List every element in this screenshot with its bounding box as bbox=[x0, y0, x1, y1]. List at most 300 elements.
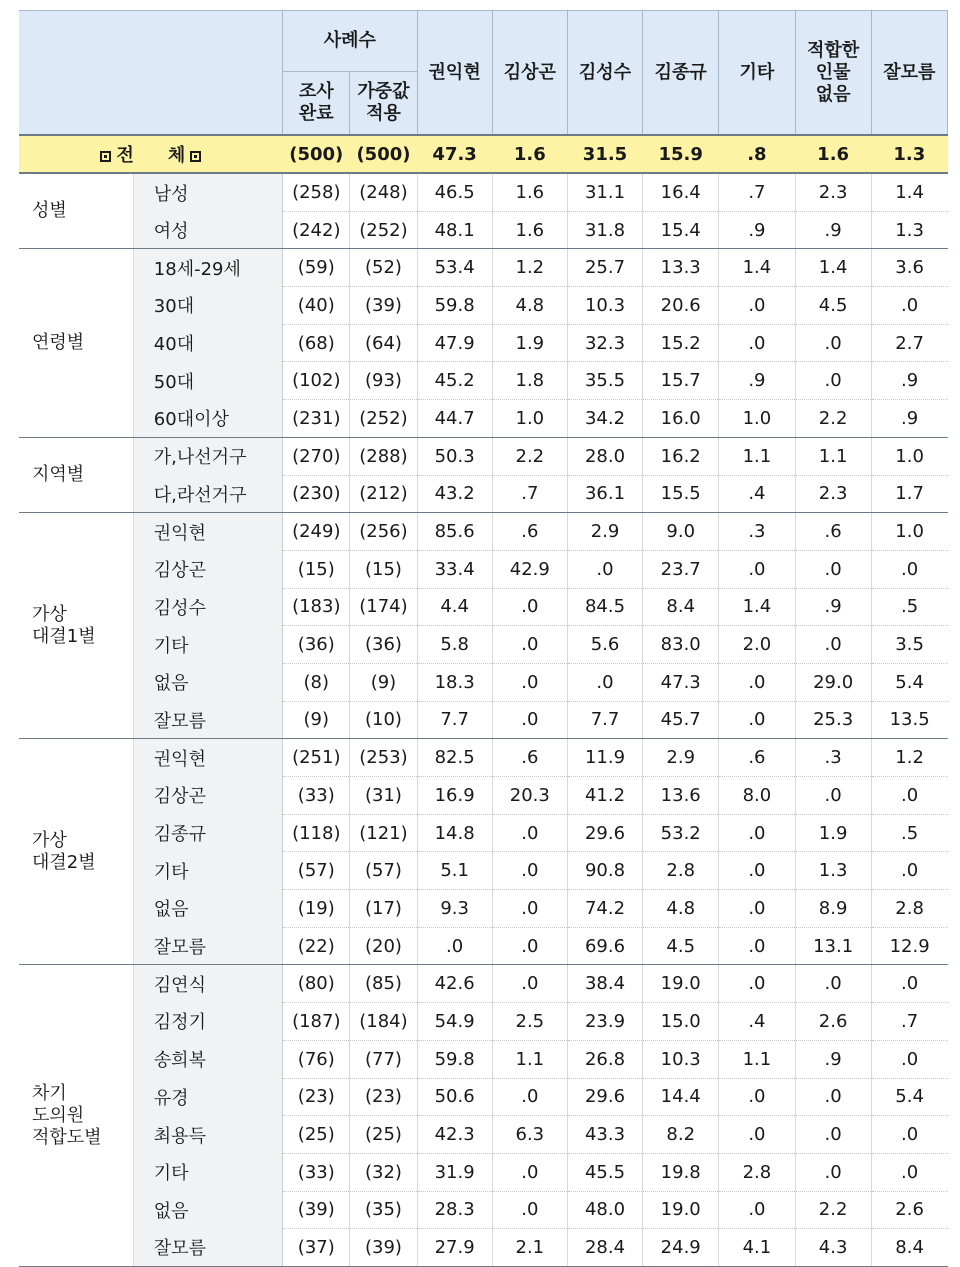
row-value: 1.1 bbox=[719, 437, 795, 475]
row-value: 13.3 bbox=[643, 249, 719, 287]
row-value: .0 bbox=[719, 701, 795, 739]
row-value: 23.7 bbox=[643, 550, 719, 588]
row-value: .0 bbox=[492, 1153, 567, 1191]
row-value: 3.5 bbox=[871, 626, 947, 664]
row-value: 19.0 bbox=[643, 1191, 719, 1229]
row-w: (35) bbox=[350, 1191, 417, 1229]
row-value: 1.4 bbox=[795, 249, 871, 287]
row-value: 15.4 bbox=[643, 211, 719, 249]
header-col-1: 권익현 bbox=[417, 11, 492, 136]
row-w: (256) bbox=[350, 513, 417, 551]
row-w: (253) bbox=[350, 739, 417, 777]
row-n: (33) bbox=[283, 777, 350, 815]
row-value: 16.4 bbox=[643, 173, 719, 211]
row-value: .5 bbox=[871, 588, 947, 626]
row-w: (25) bbox=[350, 1116, 417, 1154]
row-value: 25.7 bbox=[567, 249, 642, 287]
row-value: 4.5 bbox=[643, 927, 719, 965]
row-value: 2.8 bbox=[871, 890, 947, 928]
row-value: .6 bbox=[719, 739, 795, 777]
crosstab-table-container bbox=[19, 10, 948, 1267]
row-value: 13.1 bbox=[795, 927, 871, 965]
square-bullet-icon bbox=[190, 151, 201, 162]
row-value: 69.6 bbox=[567, 927, 642, 965]
row-label: 없음 bbox=[133, 663, 282, 701]
row-value: 48.0 bbox=[567, 1191, 642, 1229]
row-n: (270) bbox=[283, 437, 350, 475]
row-label: 다,라선거구 bbox=[133, 475, 282, 513]
row-value: .0 bbox=[719, 663, 795, 701]
row-value: .0 bbox=[795, 362, 871, 400]
row-value: .7 bbox=[719, 173, 795, 211]
row-w: (212) bbox=[350, 475, 417, 513]
row-value: 1.7 bbox=[871, 475, 947, 513]
total-label bbox=[19, 135, 283, 173]
row-w: (248) bbox=[350, 173, 417, 211]
total-value: 1.6 bbox=[492, 135, 567, 173]
row-value: .0 bbox=[719, 1116, 795, 1154]
header-col-4: 김종규 bbox=[643, 11, 719, 136]
row-value: 14.4 bbox=[643, 1078, 719, 1116]
row-value: 3.6 bbox=[871, 249, 947, 287]
row-value: 2.2 bbox=[492, 437, 567, 475]
row-value: .6 bbox=[492, 739, 567, 777]
row-value: .0 bbox=[871, 287, 947, 325]
header-case-count: 사례수 bbox=[283, 11, 417, 72]
row-value: 6.3 bbox=[492, 1116, 567, 1154]
row-value: 2.0 bbox=[719, 626, 795, 664]
row-value: 1.1 bbox=[719, 1040, 795, 1078]
total-w: (500) bbox=[350, 135, 417, 173]
row-value: 54.9 bbox=[417, 1003, 492, 1041]
header-col-5: 기타 bbox=[719, 11, 795, 136]
row-n: (15) bbox=[283, 550, 350, 588]
row-label: 잘모름 bbox=[133, 1229, 282, 1267]
header-col-6: 적합한 인물 없음 bbox=[795, 11, 871, 136]
row-value: 5.4 bbox=[871, 1078, 947, 1116]
row-value: 4.3 bbox=[795, 1229, 871, 1267]
row-value: 2.3 bbox=[795, 173, 871, 211]
row-value: .0 bbox=[417, 927, 492, 965]
row-value: 13.5 bbox=[871, 701, 947, 739]
row-value: .6 bbox=[795, 513, 871, 551]
row-value: .7 bbox=[871, 1003, 947, 1041]
table-row bbox=[19, 814, 948, 852]
row-value: 83.0 bbox=[643, 626, 719, 664]
row-value: .7 bbox=[492, 475, 567, 513]
row-value: 50.6 bbox=[417, 1078, 492, 1116]
row-label: 최용득 bbox=[133, 1116, 282, 1154]
row-value: 5.8 bbox=[417, 626, 492, 664]
table-row bbox=[19, 513, 948, 551]
row-value: .0 bbox=[492, 890, 567, 928]
row-value: 1.4 bbox=[719, 249, 795, 287]
row-n: (230) bbox=[283, 475, 350, 513]
row-value: 12.9 bbox=[871, 927, 947, 965]
row-value: 16.0 bbox=[643, 400, 719, 438]
row-value: .0 bbox=[492, 1191, 567, 1229]
row-value: 4.4 bbox=[417, 588, 492, 626]
row-value: 2.9 bbox=[643, 739, 719, 777]
row-value: .0 bbox=[492, 626, 567, 664]
row-value: .0 bbox=[492, 663, 567, 701]
row-value: .0 bbox=[567, 550, 642, 588]
row-value: 16.9 bbox=[417, 777, 492, 815]
row-value: .0 bbox=[871, 1040, 947, 1078]
row-value: 59.8 bbox=[417, 1040, 492, 1078]
row-value: .9 bbox=[719, 362, 795, 400]
row-n: (118) bbox=[283, 814, 350, 852]
row-value: 20.6 bbox=[643, 287, 719, 325]
row-value: .0 bbox=[719, 927, 795, 965]
row-value: 33.4 bbox=[417, 550, 492, 588]
group-section bbox=[19, 739, 948, 965]
crosstab-table bbox=[19, 10, 948, 1267]
row-w: (121) bbox=[350, 814, 417, 852]
row-w: (252) bbox=[350, 211, 417, 249]
row-value: 2.1 bbox=[492, 1229, 567, 1267]
row-n: (39) bbox=[283, 1191, 350, 1229]
table-row bbox=[19, 1153, 948, 1191]
table-row bbox=[19, 927, 948, 965]
table-row bbox=[19, 1078, 948, 1116]
row-w: (64) bbox=[350, 324, 417, 362]
row-value: 42.3 bbox=[417, 1116, 492, 1154]
row-label: 가,나선거구 bbox=[133, 437, 282, 475]
row-value: .0 bbox=[795, 1153, 871, 1191]
row-value: 4.8 bbox=[492, 287, 567, 325]
row-label: 김정기 bbox=[133, 1003, 282, 1041]
table-row bbox=[19, 400, 948, 438]
square-bullet-icon bbox=[100, 151, 111, 162]
row-label: 기타 bbox=[133, 626, 282, 664]
row-value: .0 bbox=[492, 1078, 567, 1116]
row-value: 8.2 bbox=[643, 1116, 719, 1154]
row-value: 2.2 bbox=[795, 400, 871, 438]
row-label: 유경 bbox=[133, 1078, 282, 1116]
header-col-7: 잘모름 bbox=[871, 11, 947, 136]
group-label: 가상 대결2별 bbox=[19, 739, 133, 965]
row-value: 31.8 bbox=[567, 211, 642, 249]
row-value: 31.1 bbox=[567, 173, 642, 211]
row-value: 2.5 bbox=[492, 1003, 567, 1041]
row-value: 2.3 bbox=[795, 475, 871, 513]
row-value: 35.5 bbox=[567, 362, 642, 400]
table-row bbox=[19, 437, 948, 475]
row-value: 5.1 bbox=[417, 852, 492, 890]
row-value: 2.6 bbox=[871, 1191, 947, 1229]
row-value: 10.3 bbox=[643, 1040, 719, 1078]
row-value: 5.4 bbox=[871, 663, 947, 701]
row-value: 10.3 bbox=[567, 287, 642, 325]
row-n: (36) bbox=[283, 626, 350, 664]
row-value: 18.3 bbox=[417, 663, 492, 701]
row-value: .0 bbox=[719, 814, 795, 852]
row-value: 1.4 bbox=[719, 588, 795, 626]
header-weighted: 가중값 적용 bbox=[350, 72, 417, 136]
row-value: 42.9 bbox=[492, 550, 567, 588]
row-value: 1.0 bbox=[492, 400, 567, 438]
row-value: .0 bbox=[492, 701, 567, 739]
row-value: 19.0 bbox=[643, 965, 719, 1003]
row-value: 16.2 bbox=[643, 437, 719, 475]
row-label: 50대 bbox=[133, 362, 282, 400]
table-row bbox=[19, 1191, 948, 1229]
row-value: 27.9 bbox=[417, 1229, 492, 1267]
group-section bbox=[19, 513, 948, 739]
row-value: 20.3 bbox=[492, 777, 567, 815]
row-w: (32) bbox=[350, 1153, 417, 1191]
row-label: 김연식 bbox=[133, 965, 282, 1003]
row-value: 1.3 bbox=[795, 852, 871, 890]
row-value: 41.2 bbox=[567, 777, 642, 815]
row-value: 1.0 bbox=[871, 437, 947, 475]
row-value: .3 bbox=[719, 513, 795, 551]
row-value: 2.6 bbox=[795, 1003, 871, 1041]
group-label: 연령별 bbox=[19, 249, 133, 437]
row-label: 없음 bbox=[133, 1191, 282, 1229]
row-value: 1.3 bbox=[871, 211, 947, 249]
table-row bbox=[19, 211, 948, 249]
row-value: .0 bbox=[492, 588, 567, 626]
row-value: 1.9 bbox=[492, 324, 567, 362]
row-value: .4 bbox=[719, 1003, 795, 1041]
row-value: 29.6 bbox=[567, 814, 642, 852]
total-value: 1.6 bbox=[795, 135, 871, 173]
row-value: .0 bbox=[719, 1191, 795, 1229]
row-label: 김상곤 bbox=[133, 550, 282, 588]
group-section bbox=[19, 965, 948, 1267]
row-value: 14.8 bbox=[417, 814, 492, 852]
row-value: .0 bbox=[871, 965, 947, 1003]
group-label: 지역별 bbox=[19, 437, 133, 512]
row-w: (77) bbox=[350, 1040, 417, 1078]
row-value: .9 bbox=[795, 1040, 871, 1078]
row-value: .0 bbox=[871, 1116, 947, 1154]
row-value: 28.0 bbox=[567, 437, 642, 475]
row-value: 45.7 bbox=[643, 701, 719, 739]
table-row bbox=[19, 550, 948, 588]
row-value: .0 bbox=[492, 927, 567, 965]
row-value: .0 bbox=[795, 1116, 871, 1154]
row-label: 송희복 bbox=[133, 1040, 282, 1078]
row-value: .0 bbox=[719, 287, 795, 325]
table-row bbox=[19, 249, 948, 287]
row-value: .0 bbox=[795, 324, 871, 362]
row-value: .0 bbox=[719, 965, 795, 1003]
header-corner bbox=[19, 11, 283, 136]
row-value: .4 bbox=[719, 475, 795, 513]
row-value: 1.6 bbox=[492, 173, 567, 211]
row-value: 15.7 bbox=[643, 362, 719, 400]
row-w: (36) bbox=[350, 626, 417, 664]
row-n: (187) bbox=[283, 1003, 350, 1041]
row-value: 24.9 bbox=[643, 1229, 719, 1267]
row-value: .0 bbox=[492, 965, 567, 1003]
row-value: 84.5 bbox=[567, 588, 642, 626]
row-label: 남성 bbox=[133, 173, 282, 211]
row-value: .0 bbox=[719, 550, 795, 588]
row-value: 44.7 bbox=[417, 400, 492, 438]
row-w: (39) bbox=[350, 1229, 417, 1267]
row-value: .0 bbox=[871, 852, 947, 890]
row-value: 53.2 bbox=[643, 814, 719, 852]
row-value: 4.8 bbox=[643, 890, 719, 928]
row-value: 43.3 bbox=[567, 1116, 642, 1154]
row-value: 15.5 bbox=[643, 475, 719, 513]
row-value: .6 bbox=[492, 513, 567, 551]
row-value: 28.3 bbox=[417, 1191, 492, 1229]
table-row bbox=[19, 626, 948, 664]
table-row bbox=[19, 1003, 948, 1041]
row-value: 31.9 bbox=[417, 1153, 492, 1191]
row-label: 잘모름 bbox=[133, 927, 282, 965]
row-value: 15.0 bbox=[643, 1003, 719, 1041]
row-w: (174) bbox=[350, 588, 417, 626]
row-n: (68) bbox=[283, 324, 350, 362]
table-row bbox=[19, 1229, 948, 1267]
row-w: (85) bbox=[350, 965, 417, 1003]
table-row bbox=[19, 890, 948, 928]
row-value: .0 bbox=[795, 965, 871, 1003]
row-label: 없음 bbox=[133, 890, 282, 928]
row-label: 기타 bbox=[133, 1153, 282, 1191]
table-row bbox=[19, 852, 948, 890]
row-value: 74.2 bbox=[567, 890, 642, 928]
row-value: 7.7 bbox=[417, 701, 492, 739]
row-value: 82.5 bbox=[417, 739, 492, 777]
table-row bbox=[19, 663, 948, 701]
row-w: (57) bbox=[350, 852, 417, 890]
row-label: 김종규 bbox=[133, 814, 282, 852]
row-value: 1.1 bbox=[795, 437, 871, 475]
header-surveyed: 조사 완료 bbox=[283, 72, 350, 136]
row-label: 잘모름 bbox=[133, 701, 282, 739]
row-n: (183) bbox=[283, 588, 350, 626]
total-label-b: 체 bbox=[167, 145, 186, 166]
row-value: 9.3 bbox=[417, 890, 492, 928]
row-value: .0 bbox=[719, 1078, 795, 1116]
table-header bbox=[19, 11, 948, 136]
row-value: 2.9 bbox=[567, 513, 642, 551]
row-value: 5.6 bbox=[567, 626, 642, 664]
table-row bbox=[19, 701, 948, 739]
row-w: (39) bbox=[350, 287, 417, 325]
table-row bbox=[19, 287, 948, 325]
row-value: .0 bbox=[871, 1153, 947, 1191]
group-label: 성별 bbox=[19, 173, 133, 249]
row-value: 53.4 bbox=[417, 249, 492, 287]
total-value: 15.9 bbox=[643, 135, 719, 173]
row-value: 34.2 bbox=[567, 400, 642, 438]
row-value: .0 bbox=[795, 777, 871, 815]
row-value: 1.6 bbox=[492, 211, 567, 249]
row-n: (19) bbox=[283, 890, 350, 928]
row-label: 60대이상 bbox=[133, 400, 282, 438]
row-value: 1.9 bbox=[795, 814, 871, 852]
row-value: .9 bbox=[795, 588, 871, 626]
row-value: 48.1 bbox=[417, 211, 492, 249]
row-value: .0 bbox=[795, 1078, 871, 1116]
header-col-3: 김성수 bbox=[567, 11, 642, 136]
row-value: 2.7 bbox=[871, 324, 947, 362]
row-value: 1.2 bbox=[871, 739, 947, 777]
group-section bbox=[19, 437, 948, 512]
row-value: 47.9 bbox=[417, 324, 492, 362]
row-value: 8.4 bbox=[871, 1229, 947, 1267]
total-label-a: 전 bbox=[116, 145, 134, 166]
row-n: (9) bbox=[283, 701, 350, 739]
row-value: 25.3 bbox=[795, 701, 871, 739]
table-row bbox=[19, 324, 948, 362]
row-value: 28.4 bbox=[567, 1229, 642, 1267]
row-value: 43.2 bbox=[417, 475, 492, 513]
row-value: 29.6 bbox=[567, 1078, 642, 1116]
row-value: 2.8 bbox=[643, 852, 719, 890]
row-value: .0 bbox=[567, 663, 642, 701]
row-label: 18세-29세 bbox=[133, 249, 282, 287]
total-value: 47.3 bbox=[417, 135, 492, 173]
table-row bbox=[19, 173, 948, 211]
total-section bbox=[19, 135, 948, 173]
row-label: 김성수 bbox=[133, 588, 282, 626]
row-value: 1.2 bbox=[492, 249, 567, 287]
row-value: 15.2 bbox=[643, 324, 719, 362]
header-col-2: 김상곤 bbox=[492, 11, 567, 136]
row-value: .3 bbox=[795, 739, 871, 777]
row-value: 13.6 bbox=[643, 777, 719, 815]
group-label: 차기 도의원 적합도별 bbox=[19, 965, 133, 1267]
table-row bbox=[19, 1116, 948, 1154]
row-w: (93) bbox=[350, 362, 417, 400]
total-value: 1.3 bbox=[871, 135, 947, 173]
row-value: 2.2 bbox=[795, 1191, 871, 1229]
row-n: (8) bbox=[283, 663, 350, 701]
row-value: .0 bbox=[795, 626, 871, 664]
row-value: 1.1 bbox=[492, 1040, 567, 1078]
total-value: .8 bbox=[719, 135, 795, 173]
row-label: 권익현 bbox=[133, 513, 282, 551]
row-value: .5 bbox=[871, 814, 947, 852]
group-label: 가상 대결1별 bbox=[19, 513, 133, 739]
group-section bbox=[19, 249, 948, 437]
row-n: (40) bbox=[283, 287, 350, 325]
row-value: 45.5 bbox=[567, 1153, 642, 1191]
row-n: (102) bbox=[283, 362, 350, 400]
row-label: 40대 bbox=[133, 324, 282, 362]
row-value: .9 bbox=[719, 211, 795, 249]
row-value: .0 bbox=[719, 890, 795, 928]
row-label: 김상곤 bbox=[133, 777, 282, 815]
row-value: .0 bbox=[871, 777, 947, 815]
row-w: (20) bbox=[350, 927, 417, 965]
row-w: (31) bbox=[350, 777, 417, 815]
row-value: .0 bbox=[719, 852, 795, 890]
row-w: (9) bbox=[350, 663, 417, 701]
total-value: 31.5 bbox=[567, 135, 642, 173]
table-row bbox=[19, 362, 948, 400]
total-n: (500) bbox=[283, 135, 350, 173]
row-n: (249) bbox=[283, 513, 350, 551]
row-label: 30대 bbox=[133, 287, 282, 325]
table-row bbox=[19, 965, 948, 1003]
row-value: 32.3 bbox=[567, 324, 642, 362]
row-w: (17) bbox=[350, 890, 417, 928]
row-value: .0 bbox=[871, 550, 947, 588]
row-value: 9.0 bbox=[643, 513, 719, 551]
row-w: (10) bbox=[350, 701, 417, 739]
row-value: 19.8 bbox=[643, 1153, 719, 1191]
